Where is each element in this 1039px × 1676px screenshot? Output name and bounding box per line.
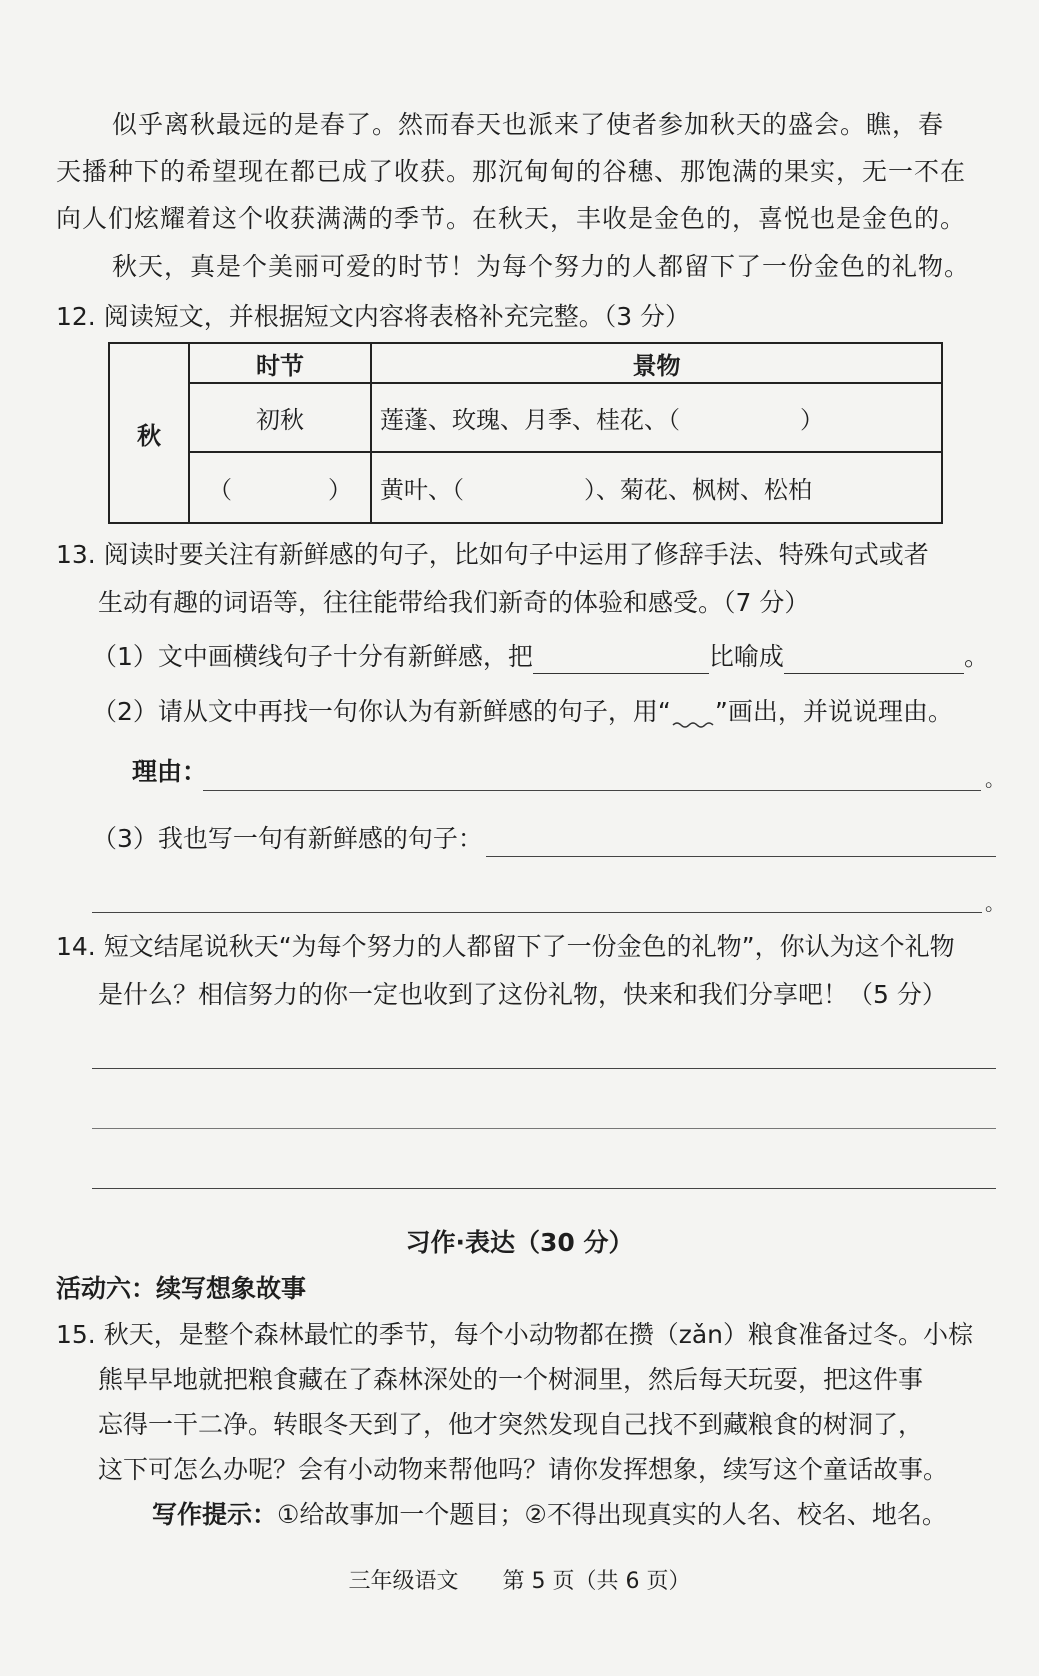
question-13-line: 13. 阅读时要关注有新鲜感的句子，比如句子中运用了修辞手法、特殊句式或者 (56, 540, 929, 569)
question-13-line: 生动有趣的词语等，往往能带给我们新奇的体验和感受。（7 分） (98, 588, 810, 617)
question-13-sub3: （3）我也写一句有新鲜感的句子： (92, 824, 483, 853)
sub2-text: ”画出，并说说理由。 (714, 697, 953, 726)
reason-label: 理由： (132, 757, 208, 786)
sub3-end: 。 (985, 891, 1005, 915)
sentence-answer-line[interactable] (92, 912, 982, 913)
sub1-text: 比喻成 (708, 642, 784, 671)
table-cell-period: 初秋 (189, 383, 371, 452)
answer-blank[interactable] (784, 647, 964, 674)
table-cell-period[interactable]: （ ） (189, 452, 371, 523)
answer-line[interactable] (92, 1188, 996, 1189)
writing-hint (152, 1498, 947, 1532)
reason-end: 。 (985, 767, 1005, 791)
question-14-line: 是什么？相信努力的你一定也收到了这份礼物，快来和我们分享吧！（5 分） (98, 980, 947, 1009)
question-15-line: 熊早早地就把粮食藏在了森林深处的一个树洞里，然后每天玩耍，把这件事 (98, 1365, 924, 1394)
sub1-end: 。 (963, 642, 989, 671)
question-15-line: 忘得一干二净。转眼冬天到了，他才突然发现自己找不到藏粮食的树洞了， (98, 1410, 924, 1439)
answer-line[interactable] (92, 1128, 996, 1129)
passage-line: 似乎离秋最远的是春了。然而春天也派来了使者参加秋天的盛会。瞧，春 (112, 110, 945, 139)
passage-line: 天播种下的希望现在都已成了收获。那沉甸甸的谷穗、那饱满的果实，无一不在 (56, 157, 967, 186)
table-header-scenery: 景物 (371, 343, 942, 383)
activity-title: 活动六：续写想象故事 (56, 1274, 307, 1303)
hint-text: ①给故事加一个题目；②不得出现真实的人名、校名、地名。 (277, 1500, 947, 1529)
passage-line: 向人们炫耀着这个收获满满的季节。在秋天，丰收是金色的，喜悦也是金色的。 (56, 204, 967, 233)
sub1-text: （1）文中画横线句子十分有新鲜感，把 (92, 642, 533, 671)
table-cell-scenery[interactable]: 莲蓬、玫瑰、月季、桂花、（ ） (371, 383, 942, 452)
question-13-sub1 (92, 640, 989, 674)
answer-blank[interactable] (533, 647, 709, 674)
reason-answer-line[interactable] (203, 790, 981, 791)
question-12: 12. 阅读短文，并根据短文内容将表格补充完整。（3 分） (56, 302, 691, 331)
season-table (108, 342, 943, 524)
sentence-answer-line[interactable] (486, 856, 996, 857)
hint-label: 写作提示： (152, 1500, 278, 1529)
answer-line[interactable] (92, 1068, 996, 1069)
footer-page: 第 5 页（共 6 页） (502, 1569, 691, 1594)
table-row-label: 秋 (109, 343, 189, 523)
table-cell-scenery[interactable]: 黄叶、（ ）、菊花、枫树、松柏 (371, 452, 942, 523)
page-footer (0, 1564, 1039, 1595)
wavy-line-icon (671, 713, 715, 729)
sub2-text: （2）请从文中再找一句你认为有新鲜感的句子，用“ (92, 697, 671, 726)
footer-subject: 三年级语文 (348, 1569, 459, 1594)
question-15-line: 15. 秋天，是整个森林最忙的季节，每个小动物都在攒（zǎn）粮食准备过冬。小棕 (56, 1320, 973, 1349)
section-title: 习作·表达（30 分） (405, 1228, 634, 1257)
question-15-line: 这下可怎么办呢？会有小动物来帮他吗？请你发挥想象，续写这个童话故事。 (98, 1455, 949, 1484)
question-13-sub2 (92, 695, 953, 729)
question-14-line: 14. 短文结尾说秋天“为每个努力的人都留下了一份金色的礼物”，你认为这个礼物 (56, 932, 955, 961)
passage-line: 秋天，真是个美丽可爱的时节！为每个努力的人都留下了一份金色的礼物。 (112, 252, 971, 281)
table-header-period: 时节 (189, 343, 371, 383)
